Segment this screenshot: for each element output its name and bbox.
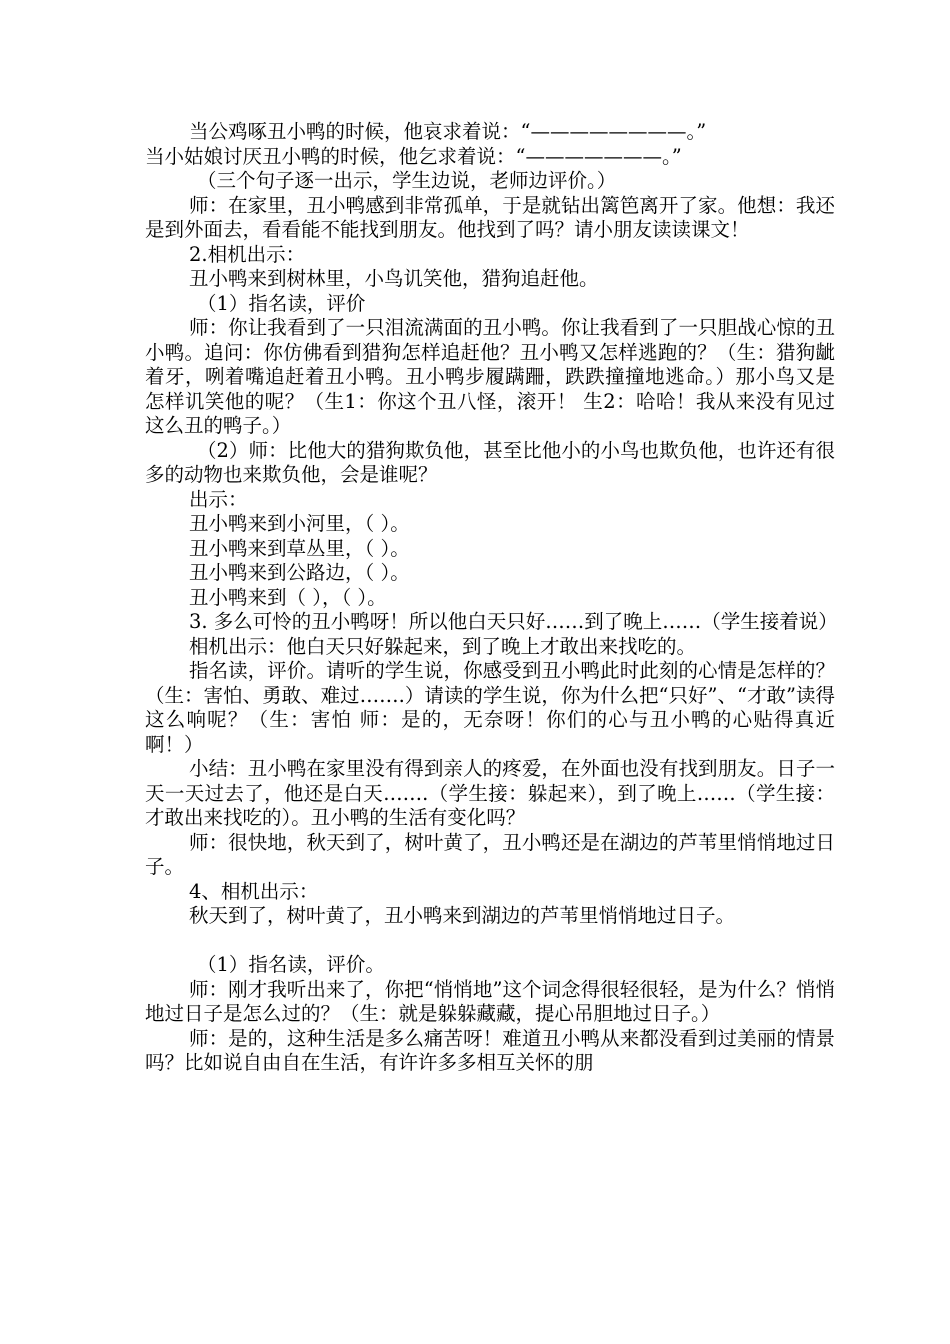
- paragraph: 出示：: [189, 487, 248, 511]
- paragraph: （1）指名读，评价: [197, 291, 366, 315]
- paragraph: 小结：丑小鸭在家里没有得到亲人的疼爱，在外面也没有找到朋友。日子一天一天过去了，他还是白天…….（学生接：躲起来），到了晚上……（学生接：才敢出来找吃的）。丑小鸭的生活有变化吗？: [145, 757, 835, 829]
- paragraph: 师：是的，这种生活是多么痛苦呀！难道丑小鸭从来都没看到过美丽的情景吗？比如说自由自在生活，有许许多多相互关怀的朋: [145, 1026, 835, 1074]
- section-heading: 4、相机出示：: [189, 879, 319, 903]
- paragraph: 丑小鸭来到小河里，（ ）。: [189, 512, 410, 535]
- paragraph: （三个句子逐一出示，学生边说，老师边评价。）: [197, 169, 617, 192]
- section-heading: 2.相机出示：: [189, 242, 306, 266]
- paragraph: 师：在家里，丑小鸭感到非常孤单，于是就钻出篱笆离开了家。他想：我还是到外面去，看看能不能找到朋友。他找到了吗？请小朋友读读课文！: [145, 193, 835, 241]
- paragraph: 丑小鸭来到公路边，（ ）。: [189, 561, 410, 584]
- paragraph: 当小姑娘讨厌丑小鸭的时候，他乞求着说：“———————。”: [145, 144, 682, 168]
- paragraph: 丑小鸭来到（ ），（ ）。: [189, 585, 387, 609]
- paragraph: 师：你让我看到了一只泪流满面的丑小鸭。你让我看到了一只胆战心惊的丑小鸭。追问：你仿佛看到猎狗怎样追赶他？丑小鸭又怎样逃跑的？（生：猎狗龇着牙，咧着嘴追赶着丑小鸭。丑小鸭步履蹒跚，跌跌撞撞地逃命。）那小鸟又是怎样讥笑他的呢？（生1：你这个丑八怪，滚开！ 生2：哈哈！我从来没有见过这么丑的鸭子。）: [145, 316, 835, 437]
- document-page: [145, 120, 838, 1076]
- blank-line: [145, 929, 835, 954]
- paragraph: （2）师：比他大的猎狗欺负他，甚至比他小的小鸟也欺负他，也许还有很多的动物也来欺负他，会是谁呢？: [145, 438, 835, 486]
- paragraph: 师：很快地，秋天到了，树叶黄了，丑小鸭还是在湖边的芦苇里悄悄地过日子。: [145, 830, 835, 878]
- section-heading: 3. 多么可怜的丑小鸭呀！所以他白天只好……到了晚上……（学生接着说）: [189, 610, 838, 633]
- paragraph: 指名读，评价。请听的学生说，你感受到丑小鸭此时此刻的心情是怎样的？（生：害怕、勇敢、难过…….）请读的学生说，你为什么把“只好”、“才敢”读得这么响呢？（生：害怕 师：是的，无奈呀！你们的心与丑小鸭的心贴得真近啊！）: [145, 659, 835, 756]
- paragraph: （1）指名读，评价。: [197, 953, 385, 976]
- paragraph: 丑小鸭来到草丛里，（ ）。: [189, 536, 410, 560]
- paragraph: 相机出示：他白天只好躲起来，到了晚上才敢出来找吃的。: [189, 634, 697, 658]
- paragraph: 当公鸡啄丑小鸭的时候，他哀求着说：“————————。”: [189, 120, 707, 143]
- paragraph: 秋天到了，树叶黄了，丑小鸭来到湖边的芦苇里悄悄地过日子。: [189, 904, 736, 927]
- paragraph: 师：刚才我听出来了，你把“悄悄地”这个词念得很轻很轻，是为什么？悄悄地过日子是怎么过的？（生：就是躲躲藏藏，提心吊胆地过日子。）: [145, 977, 835, 1025]
- paragraph: 丑小鸭来到树林里，小鸟讥笑他，猎狗追赶他。: [189, 267, 599, 290]
